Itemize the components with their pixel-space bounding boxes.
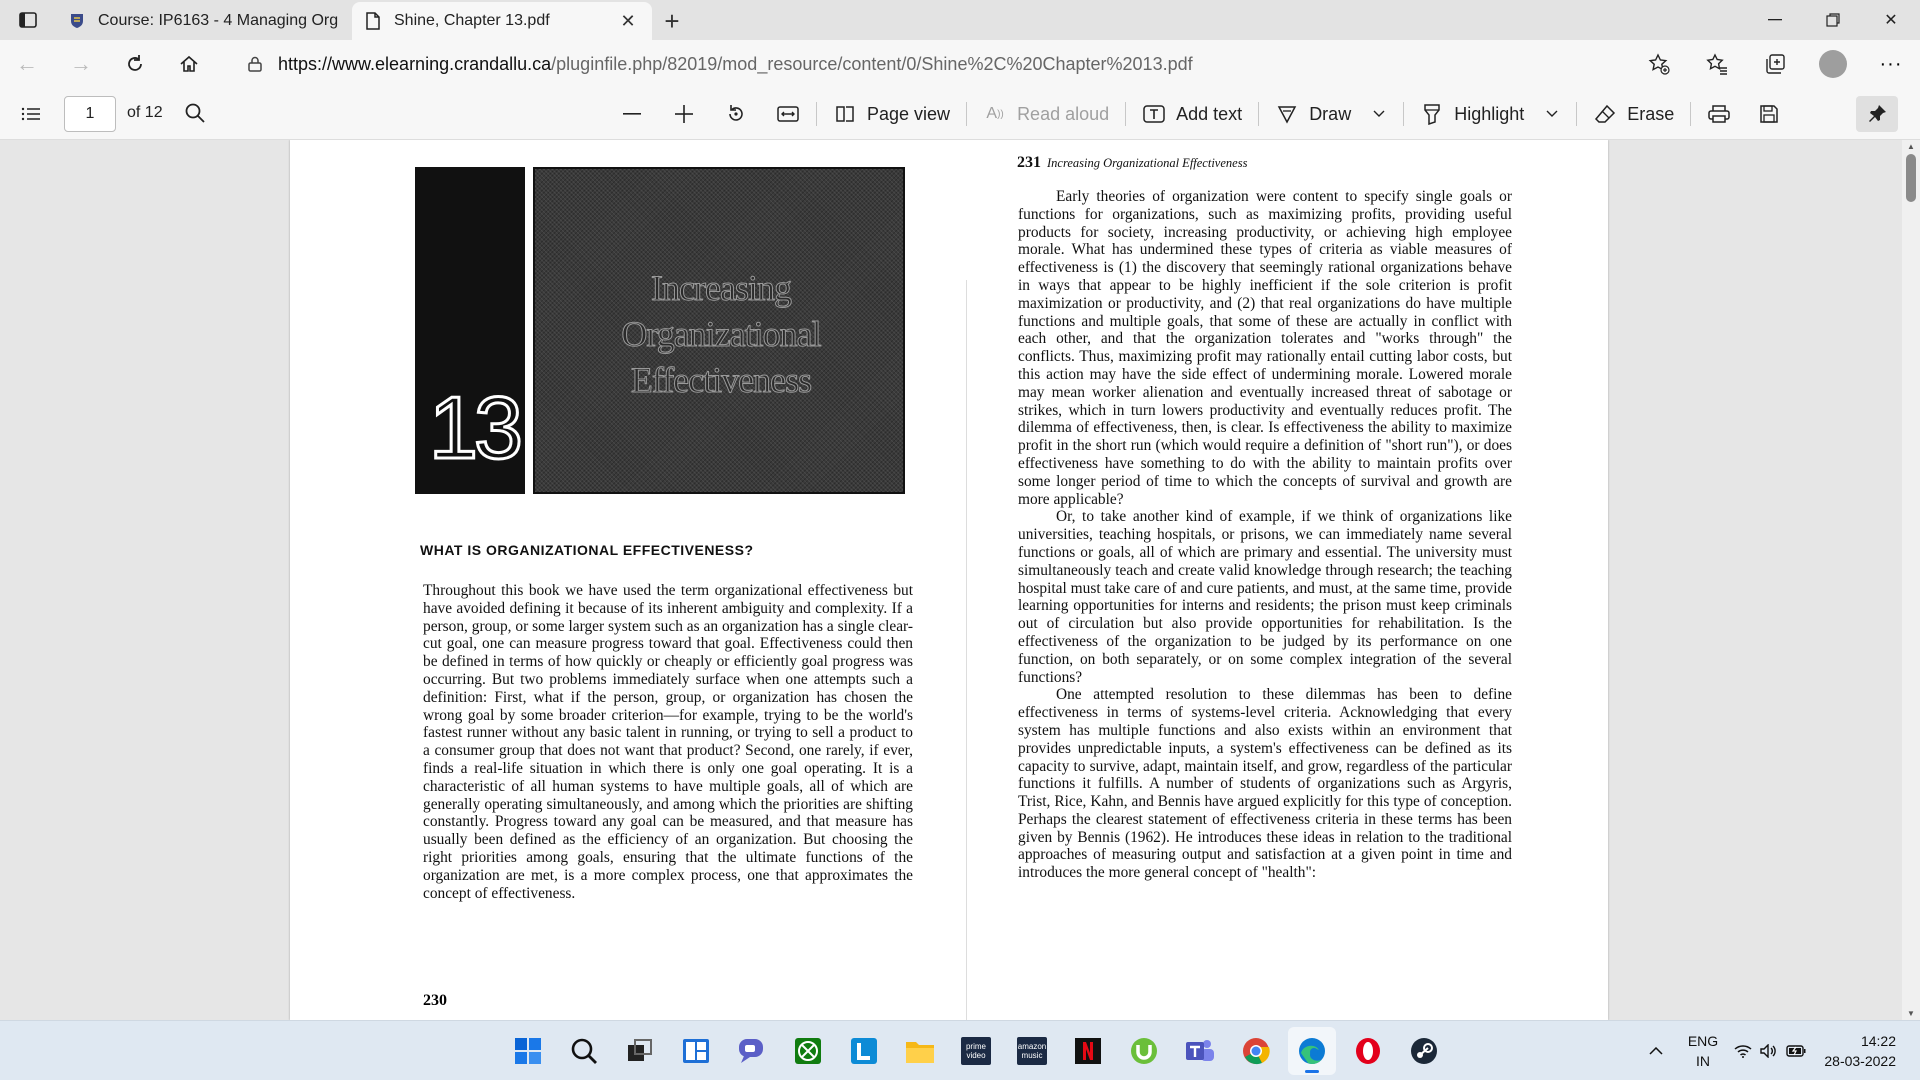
scroll-up-icon[interactable]: ▲ (1907, 142, 1915, 151)
tab-strip (0, 0, 1920, 40)
prime-video-label: prime video (965, 1042, 986, 1060)
teams-button[interactable] (1176, 1027, 1224, 1075)
more-icon: ··· (1879, 52, 1903, 75)
paragraph: Or, to take another kind of example, if we think of organizations like universities, teaching hospitals, or prisons, we can immediately name several functions or goals, all of which are primary and essential. The university must simultaneously teach and create valid knowledge through research; the teaching hospital must take care of and cure patients, and must, at the same time, provide learning opportunities for interns and residents; the prison must keep criminals out of circulation but also provide opportunities for rehabilitation. Is the effectiveness of the organization to be judged by its performance on one function, on both separately, or on some complex integration of the several functions? (1018, 508, 1512, 686)
read-aloud-icon: A )) (986, 105, 1004, 122)
taskbar-apps (500, 1027, 1452, 1075)
favorites-button[interactable] (1688, 44, 1746, 84)
chapter-title (535, 265, 907, 403)
quick-settings-button[interactable] (1730, 1044, 1810, 1058)
chevron-down-icon (1540, 102, 1564, 126)
window-controls (1746, 0, 1920, 40)
close-tab-button[interactable] (616, 9, 640, 33)
chat-button[interactable] (728, 1027, 776, 1075)
tab-pdf[interactable] (352, 2, 652, 40)
plus-icon (672, 102, 696, 126)
fit-to-width-button[interactable] (766, 94, 810, 134)
teams-icon (1185, 1037, 1215, 1065)
clock-date: 28-03-2022 (1824, 1053, 1896, 1069)
search-taskbar-button[interactable] (560, 1027, 608, 1075)
task-view-icon (627, 1039, 653, 1063)
add-text-label: Add text (1176, 103, 1243, 124)
chrome-icon (1242, 1037, 1270, 1065)
page-gutter (966, 280, 967, 1020)
chapter-number-box (415, 167, 525, 494)
chat-icon (738, 1038, 766, 1064)
l-app-icon (850, 1037, 878, 1065)
table-of-contents-button[interactable] (14, 100, 48, 128)
avatar (1819, 50, 1847, 78)
page-number-right: 231 (1017, 154, 1041, 171)
minimize-button[interactable] (1746, 0, 1804, 40)
page-number-input[interactable]: 1 (64, 96, 116, 132)
new-tab-button[interactable] (652, 2, 692, 40)
printer-icon (1707, 102, 1731, 126)
read-aloud-button[interactable] (973, 94, 1119, 134)
prime-video-icon (961, 1037, 991, 1065)
pin-icon (1867, 104, 1887, 124)
file-explorer-icon (905, 1038, 935, 1064)
lock-icon[interactable] (240, 56, 270, 72)
utorrent-button[interactable] (1120, 1027, 1168, 1075)
list-icon (21, 106, 41, 122)
tab-course[interactable] (56, 2, 352, 40)
language-indicator[interactable] (1676, 1031, 1730, 1071)
home-button[interactable] (162, 44, 216, 84)
pdf-viewer (0, 140, 1920, 1020)
erase-label: Erase (1627, 103, 1675, 124)
steam-button[interactable] (1400, 1027, 1448, 1075)
xbox-icon (794, 1037, 822, 1065)
tab-title: Shine, Chapter 13.pdf (394, 12, 550, 29)
highlighter-icon (1420, 102, 1444, 126)
minus-icon (620, 102, 644, 126)
toolbar-divider (1258, 102, 1259, 126)
left-column-text (423, 582, 913, 902)
draw-label: Draw (1309, 103, 1352, 124)
url-path: /pluginfile.php/82019/mod_resource/content/0/Shine%2C%20Chapter%2013.pdf (551, 53, 1193, 74)
netflix-button[interactable] (1064, 1027, 1112, 1075)
document-icon (364, 12, 382, 30)
widgets-button[interactable] (672, 1027, 720, 1075)
search-icon (570, 1037, 598, 1065)
refresh-button[interactable] (108, 44, 162, 84)
shield-crest-icon (68, 12, 86, 30)
windows-start-icon (514, 1037, 542, 1065)
chapter-header (415, 167, 905, 494)
draw-icon (1275, 102, 1299, 126)
add-favorite-button[interactable] (1630, 44, 1688, 84)
opera-button[interactable] (1344, 1027, 1392, 1075)
page-count: of 12 (127, 104, 163, 121)
system-tray (1636, 1021, 1920, 1080)
collections-icon (1764, 53, 1786, 75)
pin-toolbar-button[interactable] (1856, 96, 1898, 132)
scrollbar-thumb[interactable] (1906, 154, 1916, 202)
toolbar-divider (816, 102, 817, 126)
address-bar (0, 40, 1920, 88)
chrome-button[interactable] (1232, 1027, 1280, 1075)
widgets-icon (682, 1038, 710, 1064)
opera-icon (1354, 1037, 1382, 1065)
paragraph: Early theories of organization were content to specify single goals or functions for organizations, such as maximizing profits, providing useful products for society, increasing productivity, or achieving high employee morale. What has undermined these types of criteria as viable measures of effectiveness is (1) the discovery that seemingly rational organizations behave in ways that appear to be highly inefficient if the sole criterion is profit maximization or productivity, and (2) that real organizations do have multiple functions and multiple goals, that some of these are actually in conflict with each other, and that the organization tolerates and "works through" the conflicts. Thus, maximizing profit may rationally entail cutting labor costs, but this action may have the side effect of undermining morale. Lowered morale may mean worker alienation and eventually increased threat of sabotage or strikes, which in turn lowers productivity and eventually reduces profit. The dilemma of effectiveness, then, is clear. Is effectiveness the ability to maximize profit in the short run (which would require a definition of "short run"), or does effectiveness have something to do with the ability to maintain profits over some longer period of time to which the concepts of survival and growth are more applicable? (1018, 188, 1512, 508)
scroll-down-icon[interactable]: ▼ (1907, 1009, 1915, 1018)
rotate-icon (724, 102, 748, 126)
language-region: IN (1696, 1053, 1710, 1069)
close-icon: ✕ (620, 10, 636, 31)
restore-button[interactable] (1804, 0, 1862, 40)
arrow-left-icon: ← (16, 51, 38, 76)
pdf-page (290, 140, 1608, 1020)
xbox-button[interactable] (784, 1027, 832, 1075)
settings-more-button[interactable] (1862, 44, 1920, 84)
tab-title: Course: IP6163 - 4 Managing Org (98, 12, 339, 29)
toolbar-divider (1125, 102, 1126, 126)
toolbar-divider (1576, 102, 1577, 126)
paragraph: One attempted resolution to these dilemmas has been to define effectiveness in terms of systems-level criteria. Acknowledging that every system has multiple functions and also exists within an environment that provides unpredictable inputs, a system's effectiveness can be defined as its capacity to survive, adapt, maintain itself, and grow, regardless of the particular functions it fulfills. A number of students of organizations such as Argyris, Trist, Rice, Kahn, and Bennis have argued explicitly for this type of conception. Perhaps the clearest statement of effectiveness criteria in these terms has been given by Bennis (1962). He introduces these ideas in relation to the traditional approaches of measuring output and satisfaction at a given point in time and introduces the more general concept of "health": (1018, 686, 1512, 882)
arrow-right-icon: → (70, 51, 92, 76)
chapter-title-line: Effectiveness (630, 360, 812, 400)
page-view-button[interactable] (823, 94, 960, 134)
netflix-icon (1074, 1037, 1102, 1065)
page-number-left: 230 (423, 992, 447, 1009)
star-plus-icon (1648, 53, 1670, 75)
pdf-toolbar (0, 88, 1920, 140)
highlight-label: Highlight (1454, 103, 1525, 124)
save-button[interactable] (1747, 94, 1791, 134)
tab-actions-icon (19, 12, 37, 28)
steam-icon (1410, 1037, 1438, 1065)
file-explorer-button[interactable] (896, 1027, 944, 1075)
url-host: https://www.elearning.crandallu.ca (278, 53, 552, 74)
print-button[interactable] (1697, 94, 1741, 134)
plus-icon: + (664, 5, 680, 36)
chapter-title-line: Organizational (621, 314, 821, 354)
add-text-icon (1142, 102, 1166, 126)
search-icon (184, 102, 206, 124)
clock-time: 14:22 (1860, 1033, 1896, 1049)
page-view-label: Page view (867, 103, 951, 124)
chevron-up-icon (1649, 1047, 1663, 1055)
amazon-music-icon (1017, 1037, 1047, 1065)
close-window-button[interactable] (1862, 0, 1920, 40)
show-hidden-icons-button[interactable] (1636, 1042, 1676, 1060)
minimize-icon (1768, 19, 1782, 21)
profile-button[interactable] (1804, 44, 1862, 84)
language-code: ENG (1687, 1033, 1719, 1049)
tab-actions-button[interactable] (0, 0, 56, 40)
utorrent-icon (1130, 1037, 1158, 1065)
page-view-icon (833, 102, 857, 126)
edge-button[interactable] (1288, 1027, 1336, 1075)
toolbar-divider (1690, 102, 1691, 126)
chapter-number: 13 (429, 378, 519, 477)
toolbar-divider (966, 102, 967, 126)
restore-icon (1826, 13, 1840, 27)
draw-options-button[interactable] (1361, 94, 1397, 134)
address-bar-actions (1630, 44, 1920, 84)
highlight-options-button[interactable] (1534, 94, 1570, 134)
draw-button[interactable] (1265, 94, 1361, 134)
fit-width-icon (776, 102, 800, 126)
prime-video-button[interactable] (952, 1027, 1000, 1075)
vertical-scrollbar[interactable] (1902, 140, 1920, 1020)
chapter-title-image (533, 167, 905, 494)
save-icon (1757, 102, 1781, 126)
home-icon (179, 54, 199, 74)
amazon-music-button[interactable] (1008, 1027, 1056, 1075)
amazon-music-label: amazon music (1017, 1042, 1047, 1060)
task-view-button[interactable] (616, 1027, 664, 1075)
right-column-text (1018, 188, 1512, 882)
zoom-in-button[interactable] (662, 94, 706, 134)
start-button[interactable] (504, 1027, 552, 1075)
favorites-icon (1706, 53, 1728, 75)
battery-charging-icon (1786, 1045, 1806, 1057)
pdf-tools (610, 88, 1791, 140)
clock[interactable] (1810, 1031, 1920, 1071)
running-head-title: Increasing Organizational Effectiveness (1047, 156, 1248, 170)
toolbar-divider (1403, 102, 1404, 126)
highlight-button[interactable] (1410, 94, 1534, 134)
zoom-out-button[interactable] (610, 94, 654, 134)
paragraph: Throughout this book we have used the term organizational effectiveness but have avoided defining it because of its inherent ambiguity and complexity. If a person, group, or some larger system such as an organization has a single clear-cut goal, one can measure progress toward that goal. Effectiveness could then be defined in terms of how quickly or cheaply or efficiently goal progress was occurring. But two problems immediately surface when one attempts such a definition: First, what if the person, group, or organization has chosen the wrong goal by some broader criterion—for example, trying to be the world's fastest runner without any basic talent in running, or trying to sell a product to a consumer group that does not want that product? Second, one rarely, if ever, finds a real-life situation in which there is only one goal operating. It is a characteristic of all human systems to have multiple goals, all of which are generally operating simultaneously, and among which the priorities are shifting constantly. Progress toward any goal can be measured, and that measure has usually been defined as the efficiency of an organization. But choosing the right priorities among goals, ensuring that the ultimate functions of the organization are met, is a more complex process, one that approximates the concept of effectiveness. (423, 582, 913, 902)
chevron-down-icon (1367, 102, 1391, 126)
url-field[interactable] (240, 44, 1660, 84)
erase-button[interactable] (1583, 94, 1684, 134)
back-button[interactable] (0, 44, 54, 84)
rotate-button[interactable] (714, 94, 758, 134)
running-head (1017, 154, 1247, 172)
volume-icon (1760, 1044, 1778, 1058)
l-app-button[interactable] (840, 1027, 888, 1075)
wifi-icon (1734, 1044, 1752, 1058)
edge-icon (1298, 1037, 1326, 1065)
find-button[interactable] (184, 102, 208, 126)
forward-button[interactable] (54, 44, 108, 84)
refresh-icon (125, 54, 145, 74)
read-aloud-label: Read aloud (1017, 103, 1110, 124)
taskbar (0, 1020, 1920, 1080)
add-text-button[interactable] (1132, 94, 1252, 134)
collections-button[interactable] (1746, 44, 1804, 84)
section-heading: WHAT IS ORGANIZATIONAL EFFECTIVENESS? (420, 542, 754, 558)
close-icon: ✕ (1884, 12, 1898, 29)
chapter-title-line: Increasing (651, 268, 791, 308)
eraser-icon (1593, 102, 1617, 126)
